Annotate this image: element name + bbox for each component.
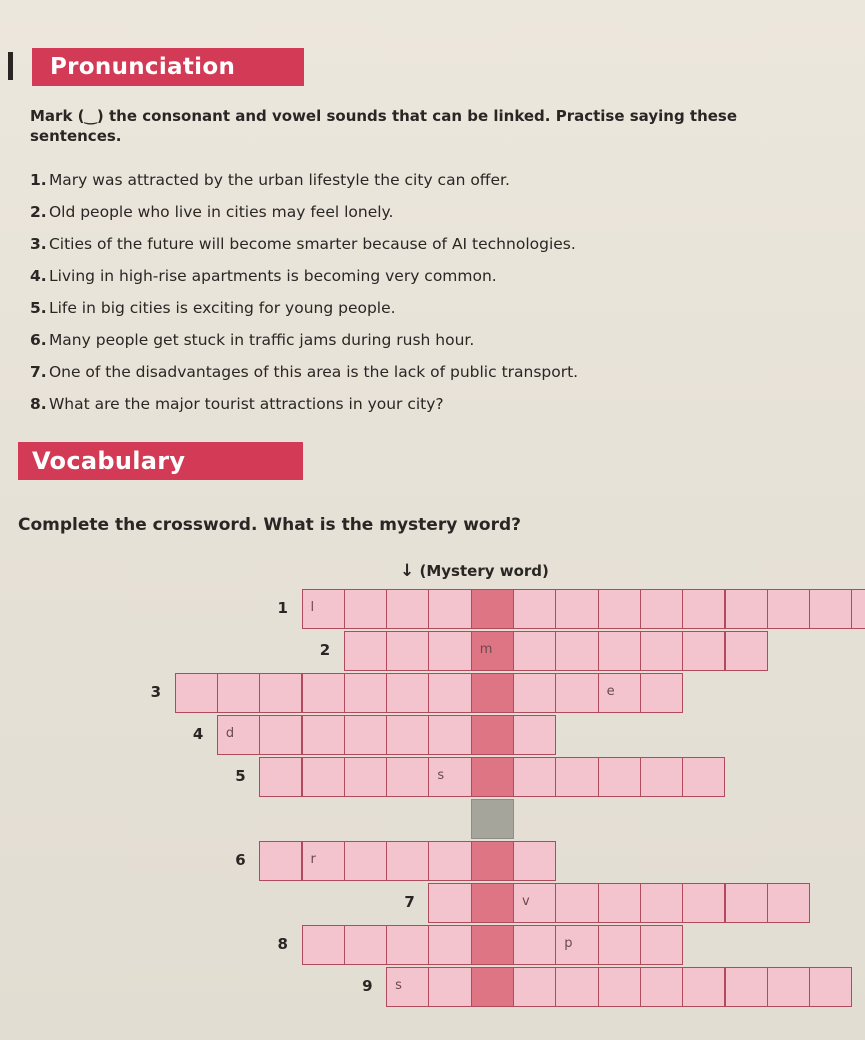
sentence-list [30, 166, 578, 422]
pronunciation-title: Pronunciation [50, 54, 236, 80]
sentence-text: Old people who live in cities may feel lonely. [48, 203, 394, 221]
crossword-cell[interactable] [513, 841, 556, 881]
crossword-cell[interactable] [513, 967, 556, 1007]
crossword-cell[interactable] [386, 631, 429, 671]
crossword-cell[interactable] [682, 631, 725, 671]
mystery-cell[interactable] [471, 757, 514, 797]
crossword-cell[interactable] [640, 673, 683, 713]
sentence-item [30, 262, 578, 294]
clue-number: 9 [362, 977, 373, 995]
crossword-cell[interactable] [513, 715, 556, 755]
crossword-cell[interactable] [259, 715, 302, 755]
crossword-cell[interactable] [555, 673, 598, 713]
sentence-text: Life in big cities is exciting for young people. [48, 299, 396, 317]
crossword-cell[interactable] [259, 757, 302, 797]
mystery-cell[interactable] [471, 673, 514, 713]
crossword-cell[interactable] [555, 883, 598, 923]
crossword-cell[interactable] [302, 757, 345, 797]
mystery-cell[interactable] [471, 925, 514, 965]
crossword-cell[interactable] [555, 589, 598, 629]
crossword-cell[interactable] [386, 841, 429, 881]
crossword-cell[interactable] [428, 673, 471, 713]
section-marker [8, 52, 13, 80]
clue-number: 6 [235, 851, 246, 869]
hint-letter: e [606, 684, 615, 699]
sentence-text: Mary was attracted by the urban lifestyle the city can offer. [48, 171, 510, 189]
sentence-item [30, 294, 578, 326]
sentence-number: 7. [30, 363, 47, 381]
crossword-cell[interactable] [640, 631, 683, 671]
vocabulary-header [18, 442, 303, 480]
crossword-cell[interactable] [640, 589, 683, 629]
pronunciation-instructions: Mark (‿) the consonant and vowel sounds that can be linked. Practise saying these sentences. [30, 107, 738, 145]
clue-number: 8 [277, 935, 288, 953]
crossword-cell[interactable] [851, 589, 865, 629]
hint-letter: d [225, 726, 235, 741]
crossword-cell[interactable] [428, 589, 471, 629]
mystery-cell[interactable] [471, 883, 514, 923]
crossword-cell[interactable] [555, 757, 598, 797]
sentence-text: Living in high-rise apartments is becoming very common. [48, 267, 497, 285]
pronunciation-header [32, 48, 304, 86]
sentence-number: 6. [30, 331, 47, 349]
hint-letter: s [395, 978, 402, 993]
crossword-cell[interactable] [386, 673, 429, 713]
crossword-cell[interactable] [217, 715, 260, 755]
crossword-cell[interactable] [598, 883, 641, 923]
crossword-cell[interactable] [809, 967, 852, 1007]
sentence-item [30, 326, 578, 358]
sentence-item [30, 230, 578, 262]
crossword-cell[interactable] [725, 967, 768, 1007]
mystery-word-text: (Mystery word) [419, 562, 549, 580]
crossword-cell[interactable] [555, 925, 598, 965]
crossword-cell[interactable] [386, 967, 429, 1007]
crossword-cell[interactable] [767, 967, 810, 1007]
sentence-text: Cities of the future will become smarter because of AI technologies. [48, 235, 576, 253]
sentence-number: 4. [30, 267, 47, 285]
clue-number: 5 [235, 767, 246, 785]
crossword-cell[interactable] [640, 925, 683, 965]
crossword-cell[interactable] [175, 673, 218, 713]
hint-letter: m [479, 642, 493, 657]
crossword-cell[interactable] [767, 589, 810, 629]
hint-letter: p [564, 936, 573, 951]
sentence-number: 8. [30, 395, 47, 413]
crossword-cell[interactable] [513, 589, 556, 629]
crossword-cell[interactable] [513, 673, 556, 713]
crossword-cell[interactable] [302, 673, 345, 713]
crossword-cell[interactable] [640, 883, 683, 923]
hint-letter: r [310, 852, 316, 867]
sentence-item [30, 198, 578, 230]
crossword-cell[interactable] [344, 925, 387, 965]
clue-number: 2 [319, 641, 331, 659]
crossword-cell[interactable] [682, 883, 725, 923]
vocabulary-instructions: Complete the crossword. What is the mystery word? [18, 515, 522, 535]
crossword-cell[interactable] [640, 967, 683, 1007]
crossword-cell[interactable] [598, 757, 641, 797]
vocabulary-title: Vocabulary [32, 447, 186, 475]
crossword-cell[interactable] [344, 715, 387, 755]
sentence-number: 2. [30, 203, 47, 221]
mystery-cell[interactable] [471, 715, 514, 755]
crossword-cell[interactable] [386, 925, 429, 965]
hint-letter: s [437, 768, 445, 783]
clue-number: 4 [192, 725, 204, 743]
crossword-cell[interactable] [555, 967, 598, 1007]
sentence-text: Many people get stuck in traffic jams during rush hour. [48, 331, 475, 349]
sentence-number: 1. [30, 171, 47, 189]
crossword-cell[interactable] [259, 841, 302, 881]
mystery-word-label [400, 561, 549, 581]
crossword-cell[interactable] [302, 841, 345, 881]
sentence-text: What are the major tourist attractions in your city? [48, 395, 444, 413]
crossword-cell[interactable] [302, 925, 345, 965]
clue-number: 7 [404, 893, 415, 911]
crossword-cell[interactable] [725, 631, 768, 671]
clue-number: 1 [277, 599, 288, 617]
crossword-cell[interactable] [302, 715, 345, 755]
sentence-number: 3. [30, 235, 47, 253]
crossword-cell[interactable] [555, 631, 598, 671]
crossword-cell[interactable] [428, 883, 471, 923]
crossword-cell[interactable] [598, 925, 641, 965]
mystery-cell[interactable] [471, 631, 514, 671]
crossword-cell[interactable] [767, 883, 810, 923]
crossword-cell[interactable] [725, 883, 768, 923]
crossword-cell[interactable] [682, 967, 725, 1007]
hint-letter: v [522, 894, 530, 909]
hint-letter: l [310, 600, 315, 615]
crossword-cell[interactable] [344, 589, 387, 629]
crossword-cell[interactable] [344, 673, 387, 713]
crossword-gap-cell [471, 799, 514, 839]
crossword-cell[interactable] [513, 925, 556, 965]
crossword-cell[interactable] [809, 589, 852, 629]
crossword-cell[interactable] [598, 967, 641, 1007]
crossword-cell[interactable] [513, 631, 556, 671]
down-arrow-icon: ↓ [400, 561, 415, 581]
crossword-cell[interactable] [513, 757, 556, 797]
sentence-number: 5. [30, 299, 47, 317]
crossword-cell[interactable] [725, 589, 768, 629]
crossword-cell[interactable] [428, 715, 471, 755]
crossword-cell[interactable] [386, 589, 429, 629]
sentence-item [30, 358, 578, 390]
crossword-cell[interactable] [344, 631, 387, 671]
crossword-cell[interactable] [344, 757, 387, 797]
mystery-cell[interactable] [471, 589, 514, 629]
mystery-cell[interactable] [471, 967, 514, 1007]
crossword-cell[interactable] [386, 715, 429, 755]
crossword-cell[interactable] [682, 757, 725, 797]
crossword-cell[interactable] [302, 589, 345, 629]
crossword-cell[interactable] [428, 757, 471, 797]
crossword-cell[interactable] [598, 631, 641, 671]
crossword-cell[interactable] [428, 631, 471, 671]
crossword-cell[interactable] [428, 925, 471, 965]
sentence-text: One of the disadvantages of this area is the lack of public transport. [48, 363, 579, 381]
crossword-cell[interactable] [217, 673, 260, 713]
crossword-cell[interactable] [386, 757, 429, 797]
sentence-item [30, 390, 578, 422]
crossword-cell[interactable] [428, 967, 471, 1007]
crossword-cell[interactable] [598, 589, 641, 629]
sentence-item [30, 166, 578, 198]
mystery-cell[interactable] [471, 841, 514, 881]
crossword-cell[interactable] [682, 589, 725, 629]
crossword-cell[interactable] [259, 673, 302, 713]
crossword-cell[interactable] [513, 883, 556, 923]
clue-number: 3 [150, 683, 162, 701]
crossword-cell[interactable] [640, 757, 683, 797]
crossword-cell[interactable] [598, 673, 641, 713]
crossword-cell[interactable] [344, 841, 387, 881]
crossword-cell[interactable] [428, 841, 471, 881]
